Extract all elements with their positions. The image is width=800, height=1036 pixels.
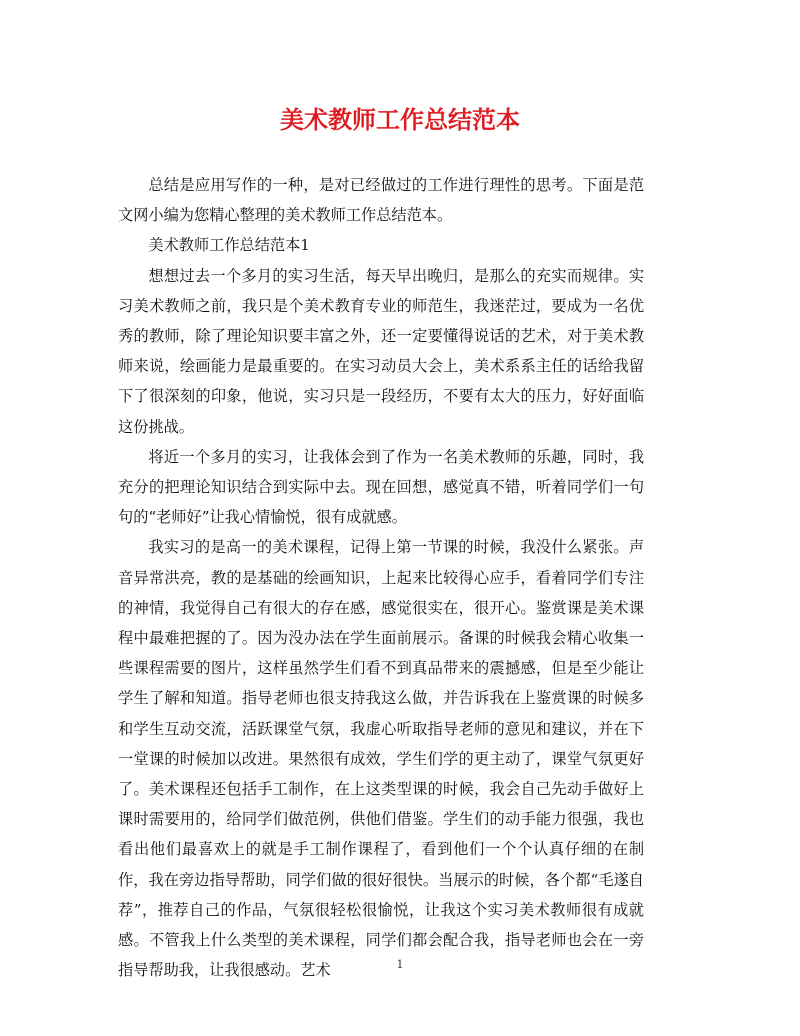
document-title: 美术教师工作总结范本 <box>280 105 520 134</box>
body-paragraph: 我实习的是高一的美术课程，记得上第一节课的时候，我没什么紧张。声音异常洪亮，教的是基础的绘画知识，上起来比较得心应手，看着同学们专注的神情，我觉得自己有很大的存在感，感觉很实在，很开心。鉴赏课是美术课程中最难把握的了。因为没办法在学生面前展示。备课的时候我会精心收集一些课程需要的图片，这样虽然学生们看不到真品带来的震撼感，但是至少能让学生了解和知道。指导老师也很支持我这么做，并告诉我在上鉴赏课的时候多和学生互动交流，活跃课堂气氛，我虚心听取指导老师的意见和建议，并在下一堂课的时候加以改进。果然很有成效，学生们学的更主动了，课堂气氛更好了。美术课程还包括手工制作，在上这类型课的时候，我会自己先动手做好上课时需要用的，给同学们做范例，供他们借鉴。学生们的动手能力很强，我也看出他们最喜欢上的就是手工制作课程了，看到他们一个个认真仔细的在制作，我在旁边指导帮助，同学们做的很好很快。当展示的时候，各个都“毛遂自荐”，推荐自己的作品，气氛很轻松很愉悦，让我这个实习美术教师很有成就感。不管我上什么类型的美术课程，同学们都会配合我，指导老师也会在一旁指导帮助我，让我很感动。艺术 <box>118 538 644 980</box>
intro-paragraph: 总结是应用写作的一种，是对已经做过的工作进行理性的思考。下面是范文网小编为您精心整理的美术教师工作总结范本。 <box>118 176 644 225</box>
body-paragraph: 想想过去一个多月的实习生活，每天早出晚归，是那么的充实而规律。实习美术教师之前，我只是个美术教育专业的师范生，我迷茫过，要成为一名优秀的教师，除了理论知识要丰富之外，还一定要懂得说话的艺术，对于美术教师来说，绘画能力是最重要的。在实习动员大会上，美术系系主任的话给我留下了很深刻的印象，他说，实习只是一段经历，不要有太大的压力，好好面临这份挑战。 <box>118 266 644 436</box>
body-paragraph: 将近一个多月的实习，让我体会到了作为一名美术教师的乐趣，同时，我充分的把理论知识结合到实际中去。现在回想，感觉真不错，听着同学们一句句的“老师好”让我心情愉悦，很有成就感。 <box>118 447 644 527</box>
page-number: 1 <box>396 958 404 971</box>
document-body <box>118 170 644 985</box>
section-heading: 美术教师工作总结范本1 <box>148 236 310 255</box>
